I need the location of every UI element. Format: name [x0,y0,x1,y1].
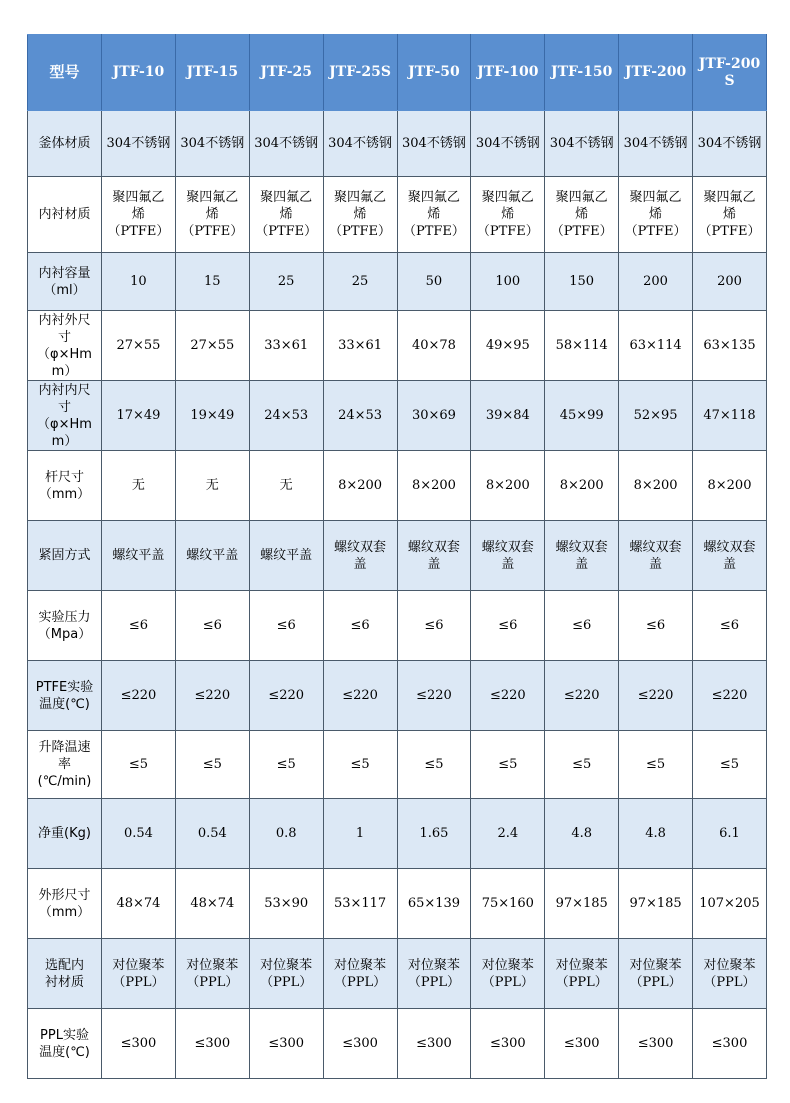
table-cell: ≤6 [102,591,176,661]
table-cell: ≤220 [397,661,471,731]
table-cell: 8×200 [619,451,693,521]
table-cell: 24×53 [249,381,323,451]
table-cell: 螺纹双套 盖 [619,521,693,591]
table-cell: 58×114 [545,311,619,381]
table-cell: 4.8 [545,799,619,869]
table-cell: 无 [249,451,323,521]
table-cell: 4.8 [619,799,693,869]
row-label: 净重(Kg) [28,799,102,869]
table-cell: 33×61 [249,311,323,381]
table-cell: 52×95 [619,381,693,451]
table-cell: 聚四氟乙 烯 （PTFE） [249,177,323,253]
table-cell: ≤300 [249,1009,323,1079]
table-cell: 17×49 [102,381,176,451]
table-cell: 24×53 [323,381,397,451]
table-cell: 53×117 [323,869,397,939]
table-cell: 304不锈钢 [175,111,249,177]
row-label: PTFE实验 温度(℃) [28,661,102,731]
table-cell: 螺纹双套 盖 [693,521,767,591]
table-cell: 49×95 [471,311,545,381]
row-label: 内衬容量 （ml） [28,253,102,311]
table-cell: ≤220 [693,661,767,731]
table-cell: ≤220 [102,661,176,731]
table-cell: 304不锈钢 [693,111,767,177]
table-cell: ≤5 [397,731,471,799]
table-cell: 螺纹双套 盖 [545,521,619,591]
table-row [28,381,767,451]
table-cell: 63×114 [619,311,693,381]
table-cell: 10 [102,253,176,311]
table-cell: 聚四氟乙 烯 （PTFE） [323,177,397,253]
table-cell: 对位聚苯 （PPL） [397,939,471,1009]
table-cell: 304不锈钢 [397,111,471,177]
table-cell: 0.54 [102,799,176,869]
header-model: JTF-50 [397,35,471,111]
table-row [28,253,767,311]
table-cell: 对位聚苯 （PPL） [619,939,693,1009]
table-cell: 100 [471,253,545,311]
table-cell: ≤6 [323,591,397,661]
table-cell: 聚四氟乙 烯 （PTFE） [471,177,545,253]
table-cell: 27×55 [102,311,176,381]
table-cell: 对位聚苯 （PPL） [545,939,619,1009]
header-row [28,35,767,111]
table-cell: 25 [249,253,323,311]
row-label: 内衬材质 [28,177,102,253]
table-cell: 对位聚苯 （PPL） [102,939,176,1009]
table-cell: 无 [175,451,249,521]
table-cell: 聚四氟乙 烯 （PTFE） [545,177,619,253]
table-cell: 1.65 [397,799,471,869]
table-cell: 对位聚苯 （PPL） [693,939,767,1009]
table-cell: 螺纹双套 盖 [323,521,397,591]
table-cell: 聚四氟乙 烯 （PTFE） [397,177,471,253]
table-cell: 聚四氟乙 烯 （PTFE） [693,177,767,253]
table-cell: ≤6 [693,591,767,661]
table-cell: 304不锈钢 [545,111,619,177]
table-cell: 53×90 [249,869,323,939]
table-cell: 48×74 [102,869,176,939]
row-label: 紧固方式 [28,521,102,591]
table-cell: 6.1 [693,799,767,869]
table-cell: 150 [545,253,619,311]
table-cell: 30×69 [397,381,471,451]
header-model: JTF-100 [471,35,545,111]
table-cell: ≤6 [175,591,249,661]
row-label: 杆尺寸 （mm） [28,451,102,521]
row-label: PPL实验 温度(℃) [28,1009,102,1079]
table-cell: ≤220 [175,661,249,731]
table-cell: ≤5 [249,731,323,799]
row-label: 实验压力 （Mpa） [28,591,102,661]
table-cell: 45×99 [545,381,619,451]
table-cell: 200 [693,253,767,311]
table-cell: ≤300 [175,1009,249,1079]
table-cell: ≤300 [693,1009,767,1079]
table-cell: 对位聚苯 （PPL） [471,939,545,1009]
table-cell: ≤300 [323,1009,397,1079]
table-cell: 8×200 [545,451,619,521]
table-row [28,111,767,177]
table-cell: ≤220 [471,661,545,731]
table-cell: ≤5 [693,731,767,799]
row-label: 外形尺寸 （mm） [28,869,102,939]
table-cell: 304不锈钢 [249,111,323,177]
table-cell: ≤5 [471,731,545,799]
header-model: JTF-25S [323,35,397,111]
table-cell: 75×160 [471,869,545,939]
table-cell: 97×185 [619,869,693,939]
table-cell: ≤5 [619,731,693,799]
table-cell: ≤300 [397,1009,471,1079]
row-label: 升降温速 率 (℃/min) [28,731,102,799]
table-cell: ≤6 [397,591,471,661]
table-cell: ≤5 [102,731,176,799]
table-row [28,591,767,661]
table-cell: 聚四氟乙 烯 （PTFE） [102,177,176,253]
table-cell: 0.54 [175,799,249,869]
table-cell: 107×205 [693,869,767,939]
header-model: JTF-200S [693,35,767,111]
table-cell: 螺纹双套 盖 [471,521,545,591]
table-cell: 97×185 [545,869,619,939]
table-cell: ≤220 [545,661,619,731]
table-cell: 304不锈钢 [323,111,397,177]
header-model: JTF-150 [545,35,619,111]
table-cell: ≤300 [619,1009,693,1079]
table-cell: 螺纹平盖 [102,521,176,591]
table-row [28,939,767,1009]
table-cell: ≤6 [471,591,545,661]
table-row [28,661,767,731]
table-cell: 15 [175,253,249,311]
table-cell: 304不锈钢 [619,111,693,177]
table-cell: ≤300 [471,1009,545,1079]
table-cell: 50 [397,253,471,311]
header-model: JTF-200 [619,35,693,111]
table-cell: 0.8 [249,799,323,869]
table-cell: 聚四氟乙 烯 （PTFE） [175,177,249,253]
table-row [28,1009,767,1079]
table-cell: 对位聚苯 （PPL） [323,939,397,1009]
table-cell: 1 [323,799,397,869]
table-cell: ≤5 [323,731,397,799]
table-cell: 47×118 [693,381,767,451]
spec-table [27,34,767,1079]
table-cell: 27×55 [175,311,249,381]
table-cell: 8×200 [693,451,767,521]
table-cell: 19×49 [175,381,249,451]
table-cell: 螺纹平盖 [175,521,249,591]
table-cell: 对位聚苯 （PPL） [249,939,323,1009]
table-row [28,451,767,521]
table-cell: 39×84 [471,381,545,451]
table-row [28,177,767,253]
row-label: 选配内 衬材质 [28,939,102,1009]
header-model: JTF-15 [175,35,249,111]
table-row [28,521,767,591]
table-cell: 25 [323,253,397,311]
table-cell: 2.4 [471,799,545,869]
table-cell: ≤6 [249,591,323,661]
table-cell: 8×200 [323,451,397,521]
table-cell: ≤300 [545,1009,619,1079]
table-row [28,869,767,939]
table-cell: 33×61 [323,311,397,381]
table-cell: ≤220 [249,661,323,731]
table-cell: 200 [619,253,693,311]
header-model: JTF-10 [102,35,176,111]
table-cell: 63×135 [693,311,767,381]
table-row [28,311,767,381]
table-cell: 304不锈钢 [471,111,545,177]
table-row [28,731,767,799]
table-cell: 对位聚苯 （PPL） [175,939,249,1009]
table-cell: 聚四氟乙 烯 （PTFE） [619,177,693,253]
table-cell: 无 [102,451,176,521]
row-label: 内衬内尺 寸 （φ×Hmm） [28,381,102,451]
table-cell: 8×200 [397,451,471,521]
row-label: 内衬外尺 寸 （φ×Hmm） [28,311,102,381]
row-label: 釜体材质 [28,111,102,177]
table-cell: 304不锈钢 [102,111,176,177]
table-cell: 螺纹平盖 [249,521,323,591]
table-cell: 65×139 [397,869,471,939]
table-cell: ≤6 [545,591,619,661]
table-cell: ≤5 [175,731,249,799]
table-row [28,799,767,869]
table-cell: ≤6 [619,591,693,661]
table-cell: 48×74 [175,869,249,939]
table-cell: ≤300 [102,1009,176,1079]
table-cell: 螺纹双套 盖 [397,521,471,591]
table-cell: ≤220 [619,661,693,731]
header-model: JTF-25 [249,35,323,111]
table-cell: ≤220 [323,661,397,731]
table-cell: 40×78 [397,311,471,381]
header-model-label: 型号 [28,35,102,111]
table-cell: ≤5 [545,731,619,799]
table-cell: 8×200 [471,451,545,521]
